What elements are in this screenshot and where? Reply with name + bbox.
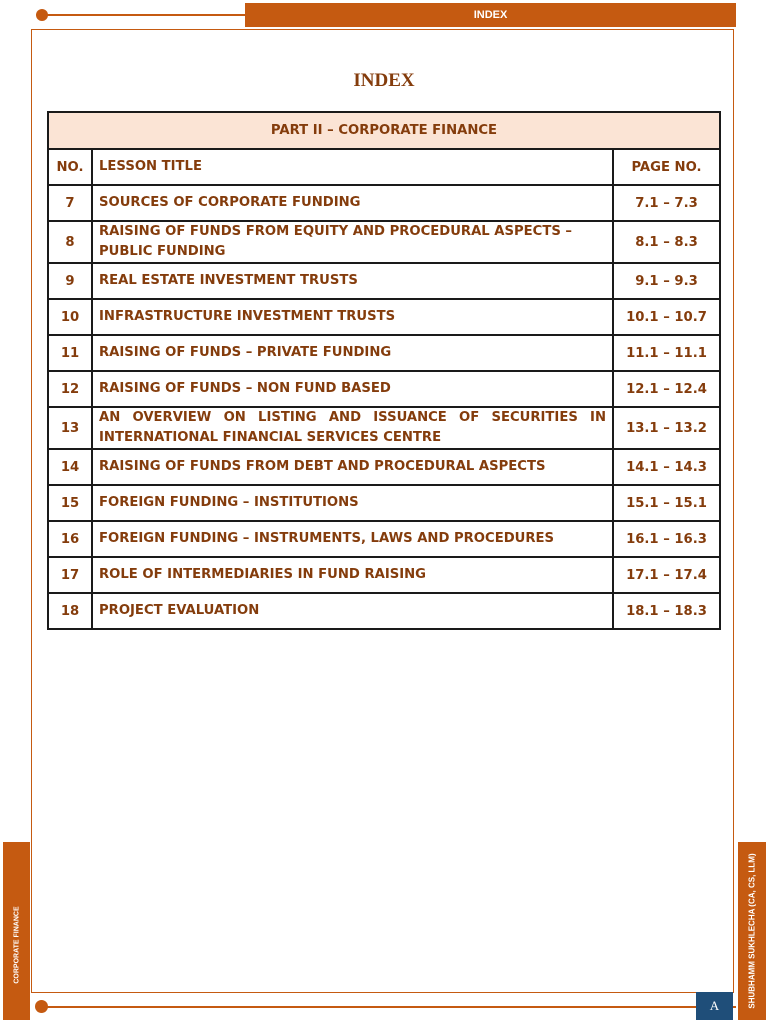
top-rule [42,14,246,16]
top-bullet-dot [36,9,48,21]
table-row [48,449,720,485]
header-tab: INDEX [245,3,736,27]
lesson-title: REAL ESTATE INVESTMENT TRUSTS [92,263,613,299]
lesson-number: 7 [48,185,92,221]
page-range: 15.1 – 15.1 [613,485,720,521]
table-row [48,407,720,449]
page-range: 10.1 – 10.7 [613,299,720,335]
lesson-number: 18 [48,593,92,629]
table-row [48,593,720,629]
page-range: 16.1 – 16.3 [613,521,720,557]
page-range: 8.1 – 8.3 [613,221,720,263]
table-row [48,221,720,263]
table-row [48,557,720,593]
author-label: SHUBHAMM SUKHLECHA (CA, CS, LLM) [747,853,757,1009]
page-range: 14.1 – 14.3 [613,449,720,485]
lesson-number: 8 [48,221,92,263]
table-row [48,185,720,221]
left-side-tab [3,842,30,1020]
page-range: 11.1 – 11.1 [613,335,720,371]
lesson-number: 15 [48,485,92,521]
page-range: 18.1 – 18.3 [613,593,720,629]
page-range: 17.1 – 17.4 [613,557,720,593]
lesson-title: RAISING OF FUNDS FROM DEBT AND PROCEDURAL ASPECTS [92,449,613,485]
bottom-bullet-dot [35,1000,48,1013]
part-heading: PART II – CORPORATE FINANCE [48,112,720,149]
lesson-title: FOREIGN FUNDING – INSTRUMENTS, LAWS AND PROCEDURES [92,521,613,557]
lesson-number: 14 [48,449,92,485]
table-row [48,485,720,521]
column-header-no: NO. [48,149,92,185]
table-row [48,371,720,407]
page-range: 13.1 – 13.2 [613,407,720,449]
header-row [48,149,720,185]
table-row [48,299,720,335]
page-title: INDEX [353,70,415,91]
lesson-title: PROJECT EVALUATION [92,593,613,629]
lesson-title: ROLE OF INTERMEDIARIES IN FUND RAISING [92,557,613,593]
lesson-number: 13 [48,407,92,449]
page-range: 7.1 – 7.3 [613,185,720,221]
lesson-title: SOURCES OF CORPORATE FUNDING [92,185,613,221]
lesson-title: RAISING OF FUNDS – PRIVATE FUNDING [92,335,613,371]
lesson-number: 11 [48,335,92,371]
lesson-number: 16 [48,521,92,557]
index-table [47,111,721,630]
page-number-badge: A [696,992,733,1020]
page-range: 12.1 – 12.4 [613,371,720,407]
lesson-title: INFRASTRUCTURE INVESTMENT TRUSTS [92,299,613,335]
column-header-page: PAGE NO. [613,149,720,185]
lesson-title: FOREIGN FUNDING – INSTITUTIONS [92,485,613,521]
table-row [48,263,720,299]
table-row [48,335,720,371]
table-row [48,521,720,557]
lesson-number: 10 [48,299,92,335]
bottom-rule [42,1006,736,1008]
part-heading-row [48,112,720,149]
lesson-number: 12 [48,371,92,407]
page-range: 9.1 – 9.3 [613,263,720,299]
column-header-title: LESSON TITLE [92,149,613,185]
left-side-tab-label: CORPORATE FINANCE [13,906,20,984]
lesson-title: RAISING OF FUNDS – NON FUND BASED [92,371,613,407]
lesson-title: AN OVERVIEW ON LISTING AND ISSUANCE OF SECURITIES IN INTERNATIONAL FINANCIAL SERVICES CENTRE [92,407,613,449]
lesson-title: RAISING OF FUNDS FROM EQUITY AND PROCEDURAL ASPECTS – PUBLIC FUNDING [92,221,613,263]
lesson-number: 17 [48,557,92,593]
lesson-number: 9 [48,263,92,299]
right-side-tab [738,842,766,1020]
